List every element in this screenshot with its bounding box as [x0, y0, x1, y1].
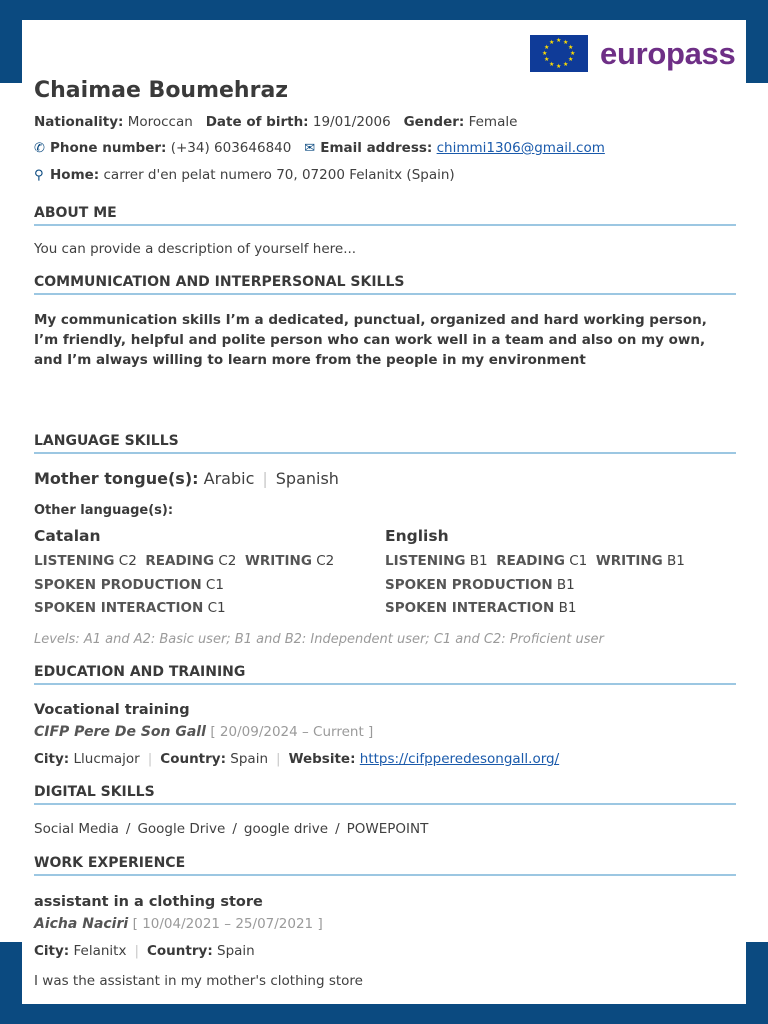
logo-text: europass	[600, 35, 736, 71]
work-title: assistant in a clothing store	[34, 894, 263, 910]
dob-value: 19/01/2006	[312, 114, 391, 130]
language-row-spoken-production	[385, 577, 575, 593]
personal-info-line	[34, 114, 517, 130]
digital-skill: POWEPOINT	[346, 821, 429, 837]
mother-tongue-line	[34, 469, 339, 488]
reading-label: READING	[496, 553, 565, 569]
digital-skill: Social Media	[34, 821, 119, 837]
home-value: carrer d'en pelat numero 70, 07200 Felanitx (Spain)	[103, 167, 455, 183]
spoken-production-level: B1	[556, 577, 575, 593]
language-row-lrw	[385, 553, 685, 569]
about-text: You can provide a description of yourself here...	[34, 241, 357, 257]
email-link[interactable]: chimmi1306@gmail.com	[436, 140, 605, 156]
country-label: Country:	[147, 943, 213, 959]
reading-label: READING	[145, 553, 215, 569]
education-dates: [ 20/09/2024 – Current ]	[210, 724, 374, 740]
home-label: Home:	[50, 167, 100, 183]
listening-label: LISTENING	[385, 553, 466, 569]
language-row-spoken-interaction	[385, 600, 576, 616]
location-pin-icon: ⚲	[34, 168, 44, 183]
spoken-interaction-level: C1	[207, 600, 226, 616]
spoken-production-level: C1	[205, 577, 224, 593]
country-value: Spain	[217, 943, 255, 959]
nationality-label: Nationality:	[34, 114, 124, 130]
eu-flag-icon: ★ ★ ★ ★ ★ ★ ★ ★ ★ ★ ★ ★	[530, 35, 588, 72]
phone-value: (+34) 603646840	[170, 140, 292, 156]
mother-tongue-value: Arabic	[203, 469, 255, 488]
other-languages-label: Other language(s):	[34, 503, 174, 518]
language-name: Catalan	[34, 527, 101, 545]
work-description: I was the assistant in my mother's clothing store	[34, 973, 363, 989]
section-communication: COMMUNICATION AND INTERPERSONAL SKILLS	[34, 274, 736, 295]
separator: /	[232, 821, 237, 837]
nationality-value: Moroccan	[127, 114, 193, 130]
city-label: City:	[34, 943, 70, 959]
listening-level: B1	[469, 553, 488, 569]
reading-level: C1	[569, 553, 588, 569]
work-employer-line	[34, 916, 323, 932]
education-title: Vocational training	[34, 702, 190, 718]
city-label: City:	[34, 751, 70, 767]
section-work-experience: WORK EXPERIENCE	[34, 855, 736, 876]
separator: |	[147, 751, 153, 767]
section-education: EDUCATION AND TRAINING	[34, 664, 736, 685]
mother-tongue-label: Mother tongue(s):	[34, 469, 199, 488]
work-dates: [ 10/04/2021 – 25/07/2021 ]	[132, 916, 323, 932]
listening-level: C2	[118, 553, 137, 569]
education-org-line	[34, 724, 373, 740]
website-link[interactable]: https://cifpperedesongall.org/	[359, 751, 560, 767]
gender-label: Gender:	[403, 114, 465, 130]
frame-left-bar	[0, 0, 22, 83]
website-label: Website:	[288, 751, 356, 767]
home-line	[34, 167, 455, 183]
digital-skill: google drive	[243, 821, 329, 837]
dob-label: Date of birth:	[205, 114, 309, 130]
spoken-interaction-level: B1	[558, 600, 577, 616]
education-location-line	[34, 751, 559, 767]
spoken-interaction-label: SPOKEN INTERACTION	[385, 600, 555, 616]
writing-level: B1	[667, 553, 685, 569]
europass-logo	[530, 35, 735, 72]
phone-label: Phone number:	[50, 140, 167, 156]
digital-skills-list	[34, 821, 428, 837]
digital-skill: Google Drive	[137, 821, 226, 837]
listening-label: LISTENING	[34, 553, 115, 569]
section-language-skills: LANGUAGE SKILLS	[34, 433, 736, 454]
language-name: English	[385, 527, 449, 545]
contact-line	[34, 140, 605, 156]
email-icon: ✉	[304, 141, 316, 156]
email-label: Email address:	[320, 140, 433, 156]
mother-tongue-value: Spanish	[275, 469, 339, 488]
education-org: CIFP Pere De Son Gall	[34, 724, 206, 740]
work-employer: Aicha Naciri	[34, 916, 129, 932]
separator: |	[262, 469, 268, 488]
separator: |	[134, 943, 139, 959]
city-value: Felanitx	[73, 943, 127, 959]
frame-top-bar	[0, 0, 768, 20]
country-label: Country:	[160, 751, 226, 767]
writing-label: WRITING	[595, 553, 663, 569]
country-value: Spain	[230, 751, 269, 767]
city-value: Llucmajor	[73, 751, 140, 767]
levels-note: Levels: A1 and A2: Basic user; B1 and B2: Independent user; C1 and C2: Proficient user	[34, 632, 604, 647]
reading-level: C2	[218, 553, 237, 569]
spoken-interaction-label: SPOKEN INTERACTION	[34, 600, 204, 616]
phone-icon: ✆	[34, 141, 45, 156]
person-name: Chaimae Boumehraz	[34, 78, 289, 103]
language-row-spoken-production	[34, 577, 224, 593]
frame-bottom-bar	[0, 1004, 768, 1024]
separator: /	[335, 821, 340, 837]
language-row-lrw	[34, 553, 334, 569]
communication-text: My communication skills I’m a dedicated, punctual, organized and hard working person, I’m friendly, helpful and polite person who can work well in a team and also on my own, and I’m always willing to learn more from the people in my environment	[34, 312, 707, 368]
section-digital-skills: DIGITAL SKILLS	[34, 784, 736, 805]
spoken-production-label: SPOKEN PRODUCTION	[34, 577, 202, 593]
language-row-spoken-interaction	[34, 600, 226, 616]
writing-level: C2	[316, 553, 335, 569]
separator: |	[276, 751, 281, 767]
writing-label: WRITING	[244, 553, 312, 569]
work-location-line	[34, 943, 255, 959]
separator: /	[125, 821, 131, 837]
spoken-production-label: SPOKEN PRODUCTION	[385, 577, 553, 593]
gender-value: Female	[468, 114, 518, 130]
section-about-me: ABOUT ME	[34, 205, 736, 226]
frame-right-bar	[746, 0, 768, 83]
